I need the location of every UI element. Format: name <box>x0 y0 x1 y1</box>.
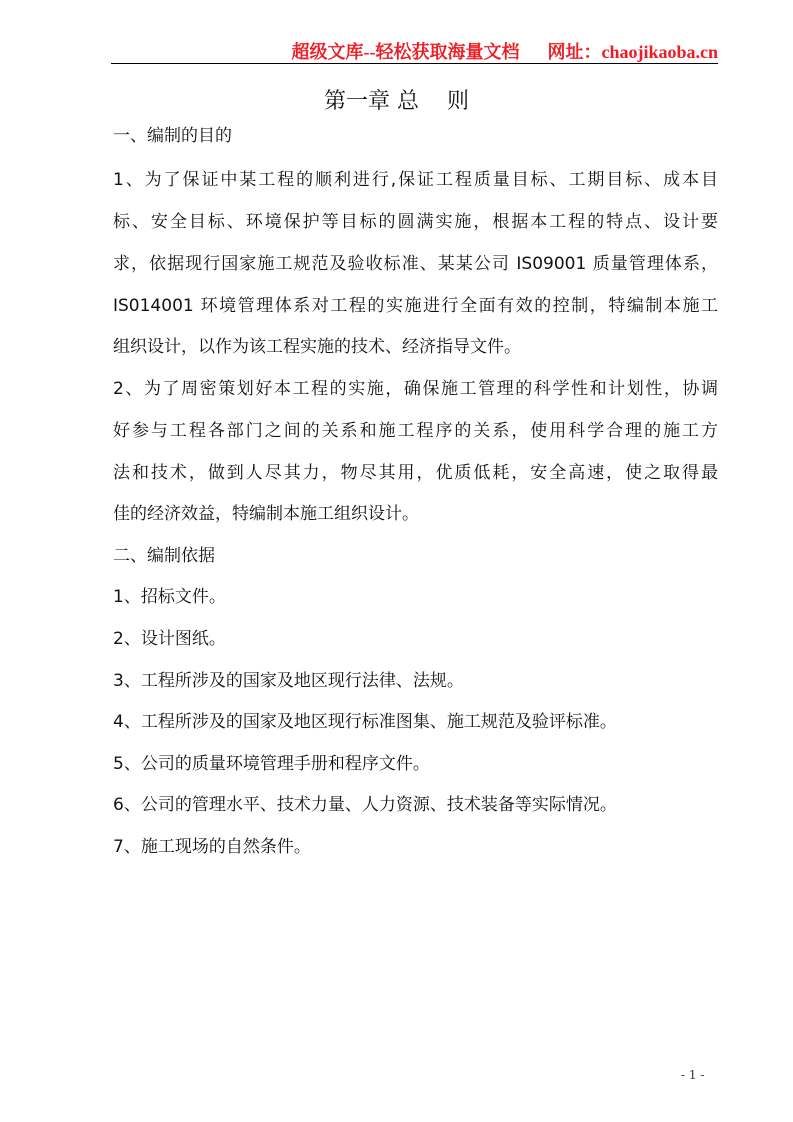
header-rule <box>111 63 718 64</box>
page-header <box>291 38 718 64</box>
chapter-title-part1: 第一章 总 <box>323 89 419 114</box>
paragraph-line: IS014001 环境管理体系对工程的实施进行全面有效的控制，特编制本施工 <box>113 296 718 316</box>
header-url: 网址：chaojikaoba.cn <box>547 42 718 62</box>
chapter-title-part2: 则 <box>446 89 469 114</box>
page-number: - 1 - <box>681 1068 705 1082</box>
chapter-title <box>0 84 793 115</box>
paragraph-line: 1、为了保证中某工程的顺利进行,保证工程质量目标、工期目标、成本目 <box>113 170 718 190</box>
list-item: 5、公司的质量环境管理手册和程序文件。 <box>113 754 430 774</box>
paragraph-line: 标、安全目标、环境保护等目标的圆满实施，根据本工程的特点、设计要 <box>113 212 718 232</box>
section-heading: 一、编制的目的 <box>113 126 232 146</box>
list-item: 2、设计图纸。 <box>113 629 226 649</box>
section-heading: 二、编制依据 <box>113 546 215 566</box>
paragraph-line: 组织设计，以作为该工程实施的技术、经济指导文件。 <box>113 337 521 357</box>
list-item: 6、公司的管理水平、技术力量、人力资源、技术装备等实际情况。 <box>113 795 617 815</box>
paragraph-line: 法和技术，做到人尽其力，物尽其用，优质低耗，安全高速，使之取得最 <box>113 463 718 483</box>
list-item: 7、施工现场的自然条件。 <box>113 837 311 857</box>
list-item: 3、工程所涉及的国家及地区现行法律、法规。 <box>113 671 464 691</box>
paragraph-line: 佳的经济效益，特编制本施工组织设计。 <box>113 504 419 524</box>
list-item: 4、工程所涉及的国家及地区现行标准图集、施工规范及验评标准。 <box>113 712 617 732</box>
header-site-name: 超级文库--轻松获取海量文档 <box>291 42 520 62</box>
paragraph-line: 好参与工程各部门之间的关系和施工程序的关系，使用科学合理的施工方 <box>113 421 718 441</box>
paragraph-line: 求，依据现行国家施工规范及验收标准、某某公司 IS09001 质量管理体系， <box>113 254 718 274</box>
list-item: 1、招标文件。 <box>113 587 226 607</box>
paragraph-line: 2、为了周密策划好本工程的实施，确保施工管理的科学性和计划性，协调 <box>113 379 718 399</box>
